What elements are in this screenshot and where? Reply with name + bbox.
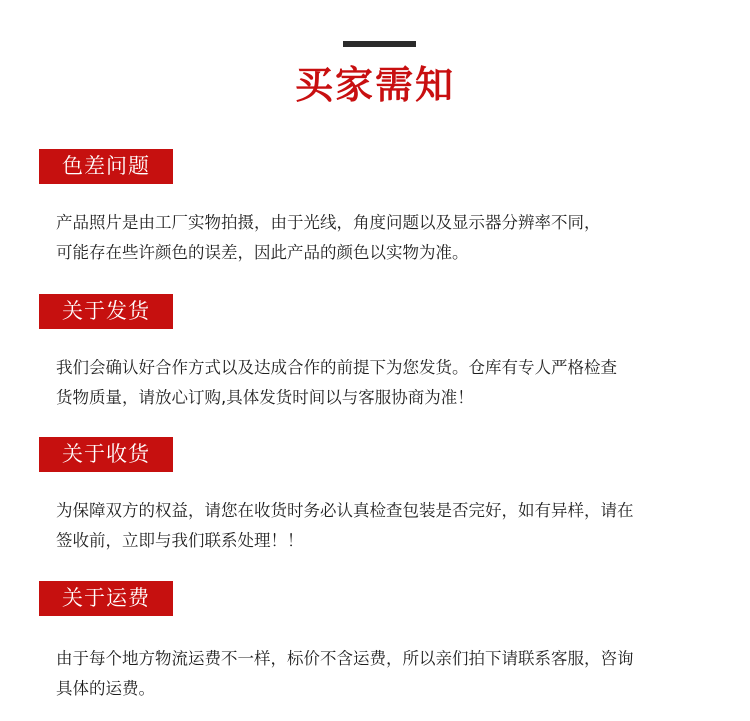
body-line: 货物质量，请放心订购,具体发货时间以与客服协商为准！ [56,388,474,407]
body-line: 我们会确认好合作方式以及达成合作的前提下为您发货。仓库有专人严格检查 [56,358,617,377]
section-label-color-difference: 色差问题 [39,149,173,184]
body-line: 签收前，立即与我们联系处理！！ [56,531,304,550]
body-line: 由于每个地方物流运费不一样，标价不含运费，所以亲们拍下请联系客服，咨询 [56,649,634,668]
title-decoration-bar [343,41,416,47]
body-line: 为保障双方的权益，请您在收货时务必认真检查包装是否完好，如有异样，请在 [56,501,634,520]
body-line: 具体的运费。 [56,679,155,698]
section-body-shipping [56,353,716,413]
body-line: 产品照片是由工厂实物拍摄，由于光线，角度问题以及显示器分辨率不同， [56,213,601,232]
section-body-color-difference [56,208,716,268]
section-label-shipping: 关于发货 [39,294,173,329]
section-label-shipping-fee: 关于运费 [39,581,173,616]
section-body-shipping-fee [56,644,716,704]
section-label-receiving: 关于收货 [39,437,173,472]
page-title: 买家需知 [294,63,455,107]
section-body-receiving [56,496,716,556]
body-line: 可能存在些许颜色的误差，因此产品的颜色以实物为准。 [56,243,469,262]
